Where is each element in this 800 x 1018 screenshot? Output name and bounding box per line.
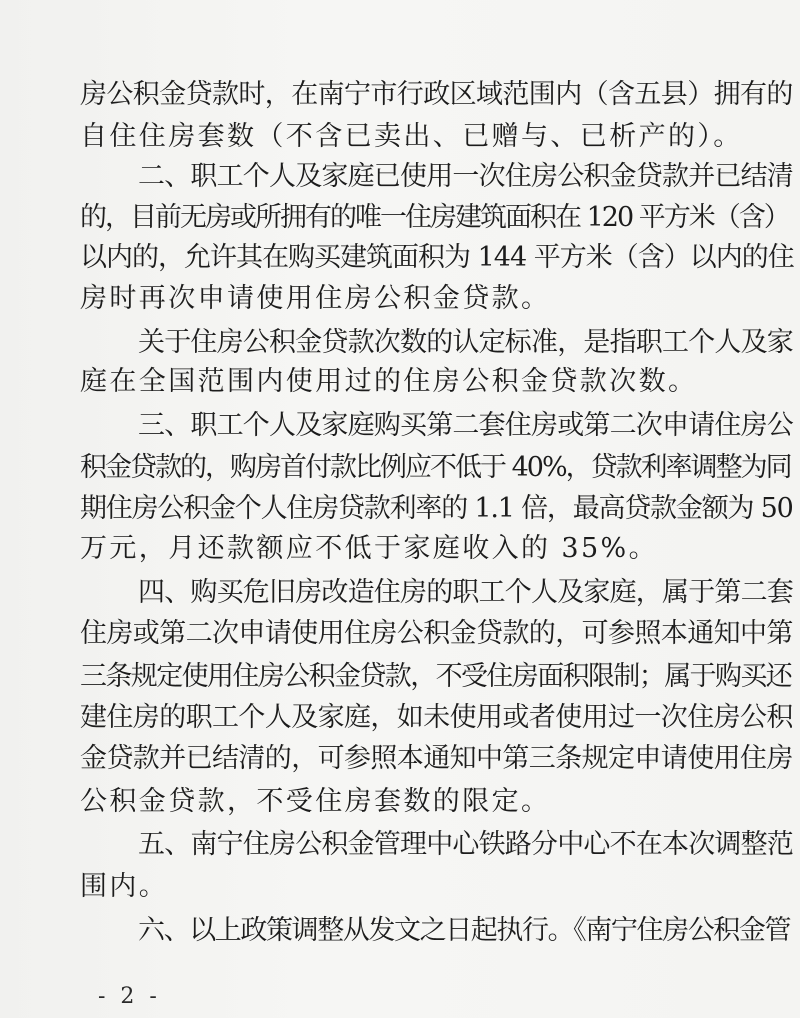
text-line-14: 住房或第二次申请使用住房公积金贷款的，可参照本通知中第 — [80, 618, 793, 649]
text-line-5: 以内的，允许其在购买建筑面积为 144 平方米（含）以内的住 — [80, 242, 794, 273]
page-number: - 2 - — [98, 984, 161, 1009]
text-line-18: 公积金贷款，不受住房套数的限定。 — [80, 786, 551, 817]
text-line-6: 房时再次申请使用住房公积金贷款。 — [80, 283, 551, 314]
text-line-4: 的，目前无房或所拥有的唯一住房建筑面积在 120 平方米（含） — [80, 202, 789, 233]
text-line-15: 三条规定使用住房公积金贷款，不受住房面积限制；属于购买还 — [80, 661, 792, 692]
text-line-11: 期住房公积金个人住房贷款利率的 1.1 倍，最高贷款金额为 50 — [80, 493, 793, 524]
text-line-16: 建住房的职工个人及家庭，如未使用或者使用过一次住房公积 — [80, 702, 793, 733]
text-line-21: 六、以上政策调整从发文之日起执行。《南宁住房公积金管 — [138, 915, 791, 946]
text-line-17: 金贷款并已结清的，可参照本通知中第三条规定申请使用住房 — [80, 743, 793, 774]
text-line-2: 自住住房套数（不含已卖出、已赠与、已析产的）。 — [80, 121, 743, 152]
text-line-8: 庭在全国范围内使用过的住房公积金贷款次数。 — [80, 366, 698, 397]
text-line-20: 围内。 — [80, 871, 169, 902]
text-line-3: 二、职工个人及家庭已使用一次住房公积金贷款并已结清 — [138, 161, 793, 192]
text-line-7: 关于住房公积金贷款次数的认定标准，是指职工个人及家 — [138, 327, 793, 358]
text-line-1: 房公积金贷款时，在南宁市行政区域范围内（含五县）拥有的 — [80, 79, 793, 110]
text-line-9: 三、职工个人及家庭购买第二套住房或第二次申请住房公 — [138, 410, 793, 441]
text-line-13: 四、购买危旧房改造住房的职工个人及家庭，属于第二套 — [138, 577, 793, 608]
text-line-12: 万元，月还款额应不低于家庭收入的 35%。 — [80, 533, 658, 564]
text-line-10: 积金贷款的，购房首付款比例应不低于 40%，贷款利率调整为同 — [80, 452, 791, 483]
text-line-19: 五、南宁住房公积金管理中心铁路分中心不在本次调整范 — [138, 829, 793, 860]
